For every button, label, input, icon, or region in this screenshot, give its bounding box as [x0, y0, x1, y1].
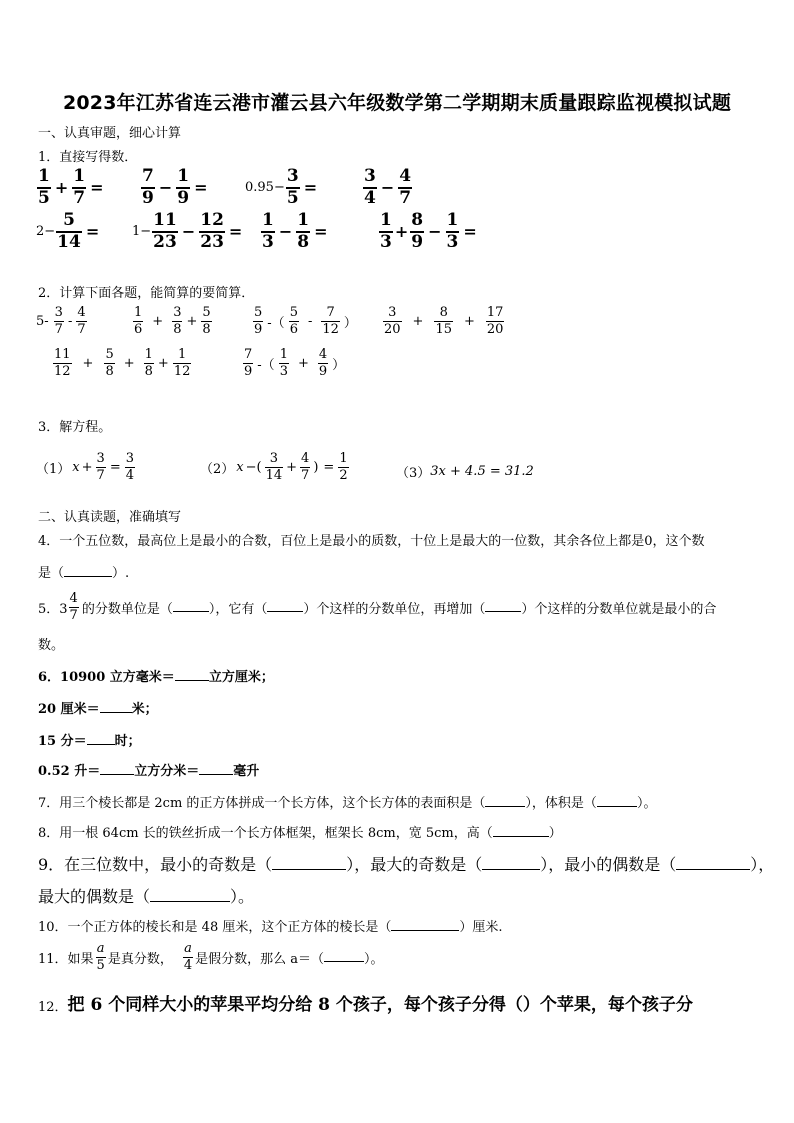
answer-blank[interactable]: [100, 712, 132, 713]
section-heading-1: 一、认真审题，细心计算: [38, 126, 182, 141]
answer-blank[interactable]: [173, 611, 209, 612]
question-12: 12．把 6 个同样大小的苹果平均分给 8 个孩子，每个孩子分得（）个苹果，每个孩子分: [38, 995, 693, 1015]
q2-expr-2: 1 6 + $\frac{3}{8}$ + $\frac{5}{8}$: [134, 305, 211, 337]
question-3-label: 3．解方程。: [38, 420, 112, 435]
question-8: 8．用一根 64cm 长的铁丝折成一个长方体框架，框架长 8cm，宽 5cm，高（ ）: [38, 826, 562, 841]
answer-blank[interactable]: [100, 774, 134, 775]
answer-blank[interactable]: [482, 869, 540, 870]
q2-expr-3: 5 9 -（ 5 6 - 7 12 ）: [254, 305, 357, 337]
page-title: 2023年江苏省连云港市灌云县六年级数学第二学期期末质量跟踪监视模拟试题: [62, 92, 732, 114]
question-9-line-1: 9．在三位数中，最小的奇数是（ ），最大的奇数是（ ），最小的偶数是（ ），: [38, 855, 775, 874]
question-2-label: 2．计算下面各题，能简算的要简算．: [38, 286, 255, 301]
q1-item-2: 7 9 − $\frac{1}{9}$ =: [142, 166, 208, 208]
question-9-line-2: 最大的偶数是（ ）。: [38, 887, 255, 906]
answer-blank[interactable]: [272, 869, 346, 870]
answer-blank[interactable]: [175, 680, 209, 681]
answer-blank[interactable]: [391, 930, 459, 931]
question-4-line-1: 4．一个五位数，最高位上是最小的合数，百位上是最小的质数，十位上是最大的一位数，其余各位上都是0，这个数: [38, 534, 705, 549]
answer-blank[interactable]: [199, 774, 233, 775]
answer-blank[interactable]: [324, 961, 364, 962]
q1-item-7: 1 3 − $\frac{1}{8}$ =: [262, 210, 328, 252]
q3-equation-3: （3） 3x + 4.5 = 31.2: [396, 464, 534, 481]
answer-blank[interactable]: [597, 806, 637, 807]
question-10: 10．一个正方体的棱长和是 48 厘米，这个正方体的棱长是（ ）厘米.: [38, 920, 503, 935]
q3-equation-1: （1） x + $\frac{3}{7}$ = $\frac{3}{4}$: [36, 451, 134, 483]
question-11: 11．如果 a 5 是真分数， a 4 是假分数，那么 a＝（ ）。: [38, 941, 384, 973]
q1-item-3: 0.95− $\frac{3}{5}$ =: [245, 166, 318, 208]
answer-blank[interactable]: [87, 744, 115, 745]
answer-blank[interactable]: [485, 611, 521, 612]
q2-expr-6: 7 9 -（ 1 3 + $\frac{4}{9}$ ）: [244, 347, 346, 379]
answer-blank[interactable]: [485, 806, 525, 807]
q1-item-4: 3 4 − $\frac{4}{7}$: [364, 166, 412, 208]
q1-item-6: 1− $\frac{11}{23}$ − $\frac{12}{23}$ =: [132, 210, 243, 252]
answer-blank[interactable]: [150, 901, 230, 902]
question-6-line-1: 6．10900 立方毫米＝ 立方厘米；: [38, 670, 274, 685]
answer-blank[interactable]: [267, 611, 303, 612]
question-5-line-2: 数。: [38, 638, 65, 653]
question-5: 5．3 4 7 的分数单位是（ ），它有（ ）个这样的分数单位，再增加（ ）个这样的分数单位就是最小的合: [38, 591, 717, 623]
q1-item-8: 1 3 + $\frac{8}{9}$ − $\frac{1}{3}$ =: [380, 210, 477, 252]
question-1-label: 1．直接写得数．: [38, 150, 138, 165]
q2-expr-1: 5- 3 7 - 4 7: [36, 305, 86, 337]
answer-blank[interactable]: [493, 836, 549, 837]
question-6-line-3: 15 分＝ 时；: [38, 734, 141, 749]
q1-item-1: 1 5 + $\frac{1}{7}$ =: [38, 166, 104, 208]
question-7: 7．用三个棱长都是 2cm 的正方体拼成一个长方体，这个长方体的表面积是（ ），体积是（ ）。: [38, 796, 657, 811]
q3-equation-2: （2） x −( 3 14 + $\frac{4}{7}$ ) = $\frac{1}{2}$: [200, 451, 348, 483]
section-heading-2: 二、认真读题，准确填写: [38, 510, 182, 525]
question-4-line-2: 是（ ）.: [38, 566, 130, 581]
q2-expr-5: 11 12 + $\frac{5}{8}$ + $\frac{1}{8}$ + $\frac{1}{12}$: [54, 347, 191, 379]
question-6-line-2: 20 厘米＝ 米；: [38, 702, 158, 717]
q2-expr-4: 3 20 + $\frac{8}{15}$ + $\frac{17}{20}$: [384, 305, 504, 337]
answer-blank[interactable]: [676, 869, 750, 870]
question-6-line-4: 0.52 升＝ 立方分米＝ 毫升: [38, 764, 260, 779]
answer-blank[interactable]: [64, 576, 112, 577]
q1-item-5: 2− $\frac{5}{14}$ =: [36, 210, 100, 252]
